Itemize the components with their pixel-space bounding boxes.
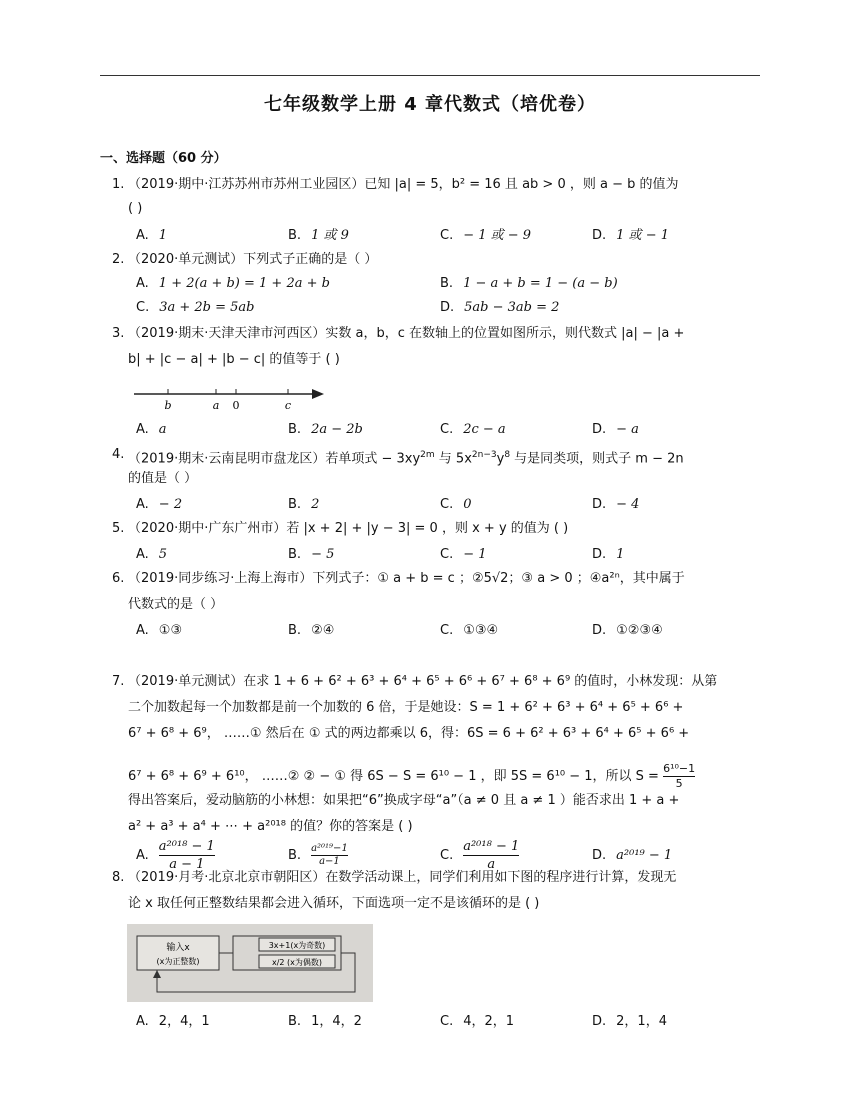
option-label: D. — [592, 547, 607, 562]
option-label: B. — [288, 623, 302, 638]
option-label: C. — [440, 623, 454, 638]
option-label: C. — [440, 497, 454, 512]
q2-option-b[interactable] — [440, 274, 618, 294]
q3-stem-line2: b| + |c − a| + |b − c| 的值等于 ( ) — [128, 352, 340, 367]
option-label: C. — [440, 547, 454, 562]
axis-label-c: c — [284, 399, 292, 412]
q6-option-a[interactable] — [136, 621, 182, 641]
q1-number: 1. — [112, 177, 125, 192]
option-value: 1，4，2 — [311, 1014, 362, 1029]
option-value: ①②③④ — [616, 623, 663, 638]
q7-s-fraction — [663, 762, 695, 791]
q3-option-c[interactable] — [440, 420, 506, 440]
option-value: − 4 — [616, 497, 640, 512]
flowchart-image — [127, 924, 373, 1002]
input-box-sublabel: (x为正整数) — [156, 957, 200, 966]
flowchart-diagram — [127, 924, 373, 1002]
fraction-denominator: 5 — [675, 777, 683, 790]
arrow-icon — [312, 389, 324, 399]
q6-option-c[interactable] — [440, 621, 498, 641]
q3-option-b[interactable] — [288, 420, 363, 440]
fraction-numerator: 6¹⁰−1 — [663, 762, 696, 775]
q5-number: 5. — [112, 521, 125, 536]
option-value: ①③ — [158, 623, 183, 638]
q1-stem-line2: ( ) — [128, 201, 143, 216]
option-value: 2c − a — [463, 422, 506, 437]
option-value: 3a + 2b = 5ab — [159, 300, 255, 315]
option-value: − 1 — [463, 547, 487, 562]
q3-number: 3. — [112, 326, 125, 341]
q6-number: 6. — [112, 571, 125, 586]
page-title: 七年级数学上册 4 章代数式（培优卷） — [263, 94, 597, 115]
option-label: D. — [592, 228, 607, 243]
option-label: B. — [288, 228, 302, 243]
q8-number: 8. — [112, 870, 125, 885]
q4-stem-part: （2019·期末·云南昆明市盘龙区）若单项式 − 3xy — [128, 451, 421, 467]
option-value: 5ab − 3ab = 2 — [464, 300, 560, 315]
q7-stem-line2: 二个加数起每一个加数都是前一个加数的 6 倍，于是她设：S = 1 + 6² + 6³ + 6⁴ + 6⁵ + 6⁶ + — [128, 700, 684, 715]
option-value: − 1 或 − 9 — [463, 228, 532, 243]
q4-option-d[interactable] — [592, 495, 639, 515]
number-line-figure — [130, 382, 330, 412]
axis-label-a: a — [212, 399, 220, 412]
option-label: B. — [440, 276, 454, 291]
q2-options-row1 — [128, 274, 768, 294]
q7-stem-part: 6⁷ + 6⁸ + 6⁹ + 6¹⁰， ……② ② − ① 得 6S − S = 6¹⁰ − 1 ，即 5S = 6¹⁰ − 1，所以 S = — [128, 769, 659, 784]
option-label: D. — [592, 848, 607, 863]
q8-option-a[interactable] — [136, 1012, 210, 1032]
option-value: 1 — [158, 228, 168, 243]
q4-option-b[interactable] — [288, 495, 319, 515]
q1-option-d[interactable] — [592, 226, 669, 246]
option-value: 0 — [463, 497, 472, 512]
option-value: 2，1，4 — [616, 1014, 667, 1029]
q4-stem-part: 与是同类项，则式子 m − 2n — [510, 451, 684, 467]
fraction-numerator: a²⁰¹⁸ − 1 — [463, 839, 520, 854]
top-rule — [100, 75, 760, 76]
q2-option-d[interactable] — [440, 298, 559, 318]
option-label: A. — [136, 276, 149, 291]
q2-option-a[interactable] — [136, 274, 330, 294]
odd-rule-label: 3x+1(x为奇数) — [268, 941, 326, 950]
axis-label-zero: 0 — [232, 399, 240, 412]
q4-option-a[interactable] — [136, 495, 182, 515]
q4-exponent: 8 — [504, 450, 511, 460]
q2-option-c[interactable] — [136, 298, 255, 318]
option-value: a — [158, 422, 167, 437]
option-label: A. — [136, 1014, 149, 1029]
q4-number: 4. — [112, 447, 125, 462]
option-value: 2a − 2b — [311, 422, 363, 437]
option-label: B. — [288, 497, 302, 512]
q3-option-d[interactable] — [592, 420, 639, 440]
option-label: D. — [592, 422, 607, 437]
option-label: A. — [136, 547, 149, 562]
q8-options — [128, 1012, 768, 1032]
option-value: 1 — [616, 547, 625, 562]
q4-option-c[interactable] — [440, 495, 472, 515]
q5-option-d[interactable] — [592, 545, 624, 565]
fraction-numerator: a²⁰¹⁹−1 — [311, 843, 348, 854]
q6-options — [128, 621, 768, 641]
q2-number: 2. — [112, 252, 125, 267]
option-label: C. — [440, 1014, 454, 1029]
option-value: 1 或 9 — [311, 228, 349, 243]
option-value: 1 − a + b = 1 − (a − b) — [463, 276, 618, 291]
option-label: B. — [288, 848, 302, 863]
q7-stem-line4 — [128, 762, 695, 791]
section-heading: 一、选择题（60 分） — [100, 151, 227, 166]
option-label: B. — [288, 1014, 302, 1029]
option-value: − 5 — [311, 547, 335, 562]
q2-stem: （2020·单元测试）下列式子正确的是（ ） — [128, 252, 378, 267]
fraction-numerator: a²⁰¹⁸ − 1 — [158, 839, 215, 854]
option-label: A. — [136, 623, 149, 638]
q8-stem-line2: 论 x 取任何正整数结果都会进入循环，下面选项一定不是该循环的是 ( ) — [128, 896, 540, 911]
option-label: C. — [440, 848, 454, 863]
option-value: a²⁰¹⁹ − 1 — [616, 848, 673, 863]
option-label: A. — [136, 228, 149, 243]
option-fraction — [311, 843, 348, 868]
q3-option-a[interactable] — [136, 420, 167, 440]
q4-options — [128, 495, 768, 515]
q3-stem-line1: （2019·期末·天津天津市河西区）实数 a，b，c 在数轴上的位置如图所示，则代数式 |a| − |a + — [128, 326, 685, 341]
q5-stem: （2020·期中·广东广州市）若 |x + 2| + |y − 3| = 0 ，则 x + y 的值为 ( ) — [128, 521, 569, 536]
option-label: B. — [288, 547, 302, 562]
even-rule-label: x/2 (x为偶数) — [271, 958, 323, 967]
q4-stem-part: 与 5x — [434, 451, 472, 467]
option-label: A. — [136, 422, 149, 437]
option-label: C. — [440, 228, 454, 243]
q1-option-b[interactable] — [288, 226, 349, 246]
option-label: D. — [592, 623, 607, 638]
q1-stem-line1: （2019·期中·江苏苏州市苏州工业园区）已知 |a| = 5，b² = 16 且 ab > 0 ，则 a − b 的值为 — [128, 177, 679, 192]
q8-option-b[interactable] — [288, 1012, 362, 1032]
option-label: D. — [592, 497, 607, 512]
option-value: − 2 — [158, 497, 183, 512]
q6-option-b[interactable] — [288, 621, 334, 641]
q7-stem-line1: （2019·单元测试）在求 1 + 6 + 6² + 6³ + 6⁴ + 6⁵ + 6⁶ + 6⁷ + 6⁸ + 6⁹ 的值时，小林发现：从第 — [128, 674, 718, 689]
q1-option-c[interactable] — [440, 226, 531, 246]
q4-exponent: 2m — [420, 450, 435, 460]
option-value: 1 或 − 1 — [616, 228, 669, 243]
q4-stem-line1 — [128, 445, 684, 469]
option-label: D. — [440, 300, 455, 315]
option-label: A. — [136, 848, 149, 863]
q8-option-c[interactable] — [440, 1012, 514, 1032]
q6-option-d[interactable] — [592, 621, 663, 641]
option-label: D. — [592, 1014, 607, 1029]
option-label: C. — [136, 300, 150, 315]
q6-stem-line2: 代数式的是（ ） — [128, 597, 224, 612]
q8-option-d[interactable] — [592, 1012, 667, 1032]
option-label: C. — [440, 422, 454, 437]
q6-stem-line1: （2019·同步练习·上海上海市）下列式子：① a + b = c ；②5√2；③ a > 0 ；④a²ⁿ，其中属于 — [128, 571, 685, 586]
option-label: B. — [288, 422, 302, 437]
input-box-label: 输入x — [166, 943, 190, 953]
fraction-denominator: a − 1 — [169, 857, 205, 872]
q4-stem-part: y — [496, 451, 505, 467]
q7-stem-line5: 得出答案后，爱动脑筋的小林想：如果把“6”换成字母“a”（a ≠ 0 且 a ≠ 1 ）能否求出 1 + a + — [128, 793, 680, 808]
option-value: ①③④ — [463, 623, 499, 638]
option-value: − a — [616, 422, 639, 437]
q8-stem-line1: （2019·月考·北京北京市朝阳区）在数学活动课上，同学们利用如下图的程序进行计算，发现无 — [128, 870, 677, 885]
q7-stem-line3: 6⁷ + 6⁸ + 6⁹， ……① 然后在 ① 式的两边都乘以 6，得：6S = 6 + 6² + 6³ + 6⁴ + 6⁵ + 6⁶ + — [128, 726, 690, 741]
option-value: ②④ — [311, 623, 335, 638]
option-value: 2 — [311, 497, 320, 512]
option-value: 2，4，1 — [158, 1014, 210, 1029]
q1-options — [128, 226, 768, 246]
q5-option-c[interactable] — [440, 545, 487, 565]
option-label: A. — [136, 497, 149, 512]
q1-option-a[interactable] — [136, 226, 167, 246]
q5-option-b[interactable] — [288, 545, 334, 565]
q7-number: 7. — [112, 674, 125, 689]
option-value: 4，2，1 — [463, 1014, 515, 1029]
option-value: 5 — [158, 547, 168, 562]
q7-stem-line6: a² + a³ + a⁴ + ⋯ + a²⁰¹⁸ 的值？你的答案是 ( ) — [128, 819, 413, 834]
axis-label-b: b — [164, 399, 172, 412]
q4-stem-line2: 的值是（ ） — [128, 471, 198, 486]
q2-options-row2 — [128, 298, 768, 318]
q4-exponent: 2n−3 — [471, 450, 497, 460]
fraction-denominator: a — [487, 857, 496, 872]
q3-options — [128, 420, 768, 440]
fraction-denominator: a−1 — [319, 856, 340, 867]
arrow-icon — [153, 970, 161, 978]
q5-options — [128, 545, 768, 565]
q5-option-a[interactable] — [136, 545, 167, 565]
option-value: 1 + 2(a + b) = 1 + 2a + b — [158, 276, 330, 291]
